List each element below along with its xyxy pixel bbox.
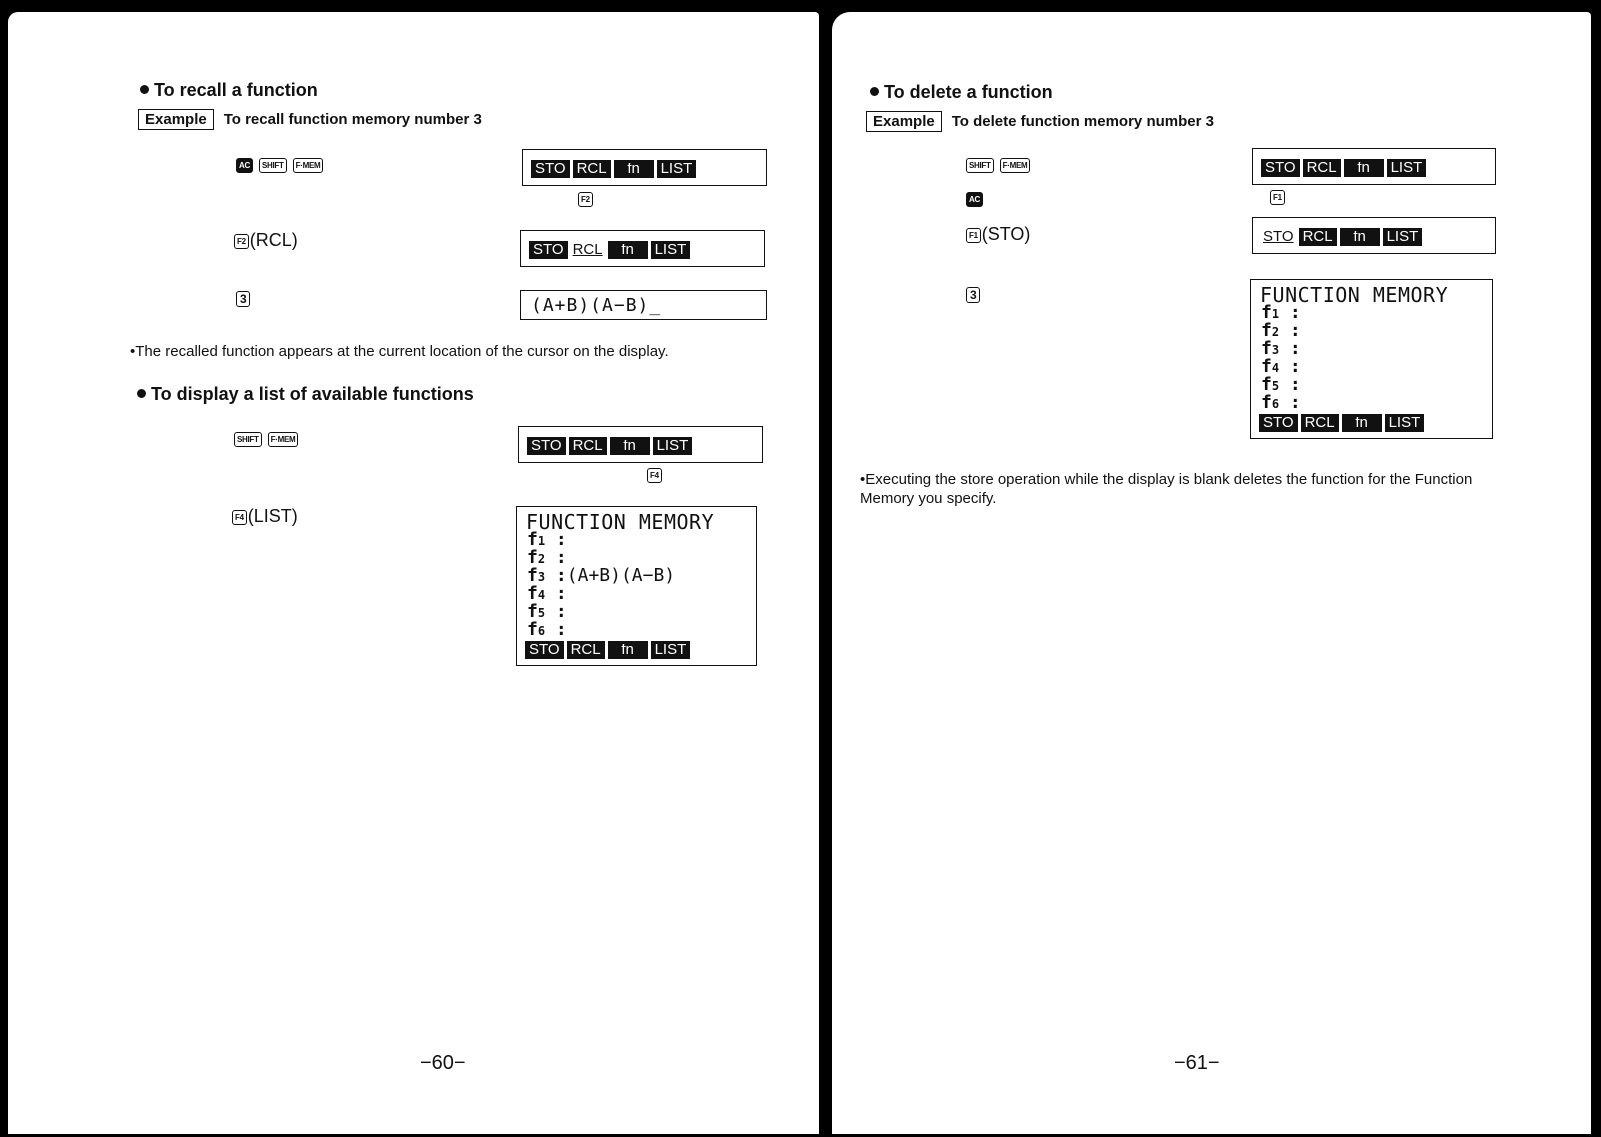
softkey-fn: fn: [1342, 414, 1382, 432]
lcd-display: [522, 149, 767, 186]
fmem-key-icon: F·MEM: [1000, 158, 1031, 173]
function-memory-title: FUNCTION MEMORY: [1260, 283, 1449, 307]
recall-step-1: [236, 154, 324, 175]
softkey-bar: [527, 437, 692, 455]
softkey-rcl: RCL: [567, 641, 605, 659]
lcd-display: [1252, 148, 1496, 185]
softkey-sto: STO: [1261, 159, 1300, 177]
softkey-list: LIST: [653, 437, 693, 455]
softkey-fn: fn: [614, 160, 654, 178]
example-label: Example: [138, 109, 214, 130]
softkey-bar: [529, 241, 690, 259]
delete-step-3: [966, 224, 1030, 245]
lcd-display: [520, 290, 767, 320]
softkey-list: LIST: [1385, 414, 1425, 432]
delete-step-2: [966, 188, 984, 209]
step-label: (STO): [981, 224, 1031, 244]
softkey-list: LIST: [1383, 228, 1423, 246]
f1-key-icon: F1: [1270, 190, 1285, 205]
page-number: −60−: [420, 1052, 466, 1074]
softkey-sto: STO: [525, 641, 564, 659]
ac-key-icon: AC: [236, 158, 253, 173]
softkey-sto: STO: [527, 437, 566, 455]
softkey-rcl: RCL: [1301, 414, 1339, 432]
softkey-list: LIST: [1387, 159, 1427, 177]
fm-row-f5: f5 :: [527, 601, 567, 622]
display-expression: (A+B)(A−B)_: [531, 295, 662, 316]
key-3-icon: 3: [236, 291, 250, 307]
list-heading: To display a list of available functions: [137, 384, 474, 405]
recall-step-2: [234, 230, 298, 251]
softkey-rcl: RCL: [569, 437, 607, 455]
lcd-display: [1252, 217, 1496, 254]
recall-note: •The recalled function appears at the current location of the cursor on the display.: [130, 343, 669, 360]
softkey-rcl: RCL: [1303, 159, 1341, 177]
key-3-icon: 3: [966, 287, 980, 303]
fm-row-f1: f1 :: [527, 529, 567, 550]
fm-row-f6: f6 :: [527, 619, 567, 640]
list-step-1: [234, 428, 299, 449]
ac-key-icon: AC: [966, 192, 983, 207]
f4-key-icon: F4: [647, 468, 662, 483]
bullet-icon: [140, 85, 149, 94]
recall-heading: To recall a function: [140, 80, 318, 101]
function-memory-display: [516, 506, 757, 666]
f4-key-icon: F4: [232, 510, 247, 525]
softkey-sto-selected: STO: [1263, 228, 1294, 245]
f1-hint: [1270, 189, 1287, 207]
step-label: (RCL): [249, 230, 298, 250]
softkey-rcl: RCL: [573, 160, 611, 178]
delete-step-4: [966, 284, 981, 305]
list-step-2: [232, 506, 298, 527]
softkey-bar: [1261, 159, 1426, 177]
softkey-rcl: RCL: [1299, 228, 1337, 246]
function-memory-title: FUNCTION MEMORY: [526, 510, 715, 534]
example-text: To recall function memory number 3: [223, 111, 482, 128]
softkey-rcl-selected: RCL: [572, 241, 603, 258]
delete-note: •Executing the store operation while the display is blank deletes the function for the Function Memory you specify.: [860, 471, 1473, 507]
left-page: [8, 12, 819, 1134]
softkey-fn: fn: [1340, 228, 1380, 246]
softkey-list: LIST: [657, 160, 697, 178]
example-text: To delete function memory number 3: [951, 113, 1214, 130]
softkey-sto: STO: [531, 160, 570, 178]
fm-row-f5: f5 :: [1261, 374, 1301, 395]
fmem-key-icon: F·MEM: [293, 158, 324, 173]
function-memory-display: [1250, 279, 1493, 439]
softkey-bar: [1259, 414, 1424, 432]
f2-key-icon: F2: [578, 192, 593, 207]
softkey-list: LIST: [651, 241, 691, 259]
fm-row-f2: f2 :: [527, 547, 567, 568]
softkey-bar: [525, 641, 690, 659]
shift-key-icon: SHIFT: [966, 158, 994, 173]
f2-hint: [578, 191, 595, 209]
delete-heading: To delete a function: [870, 82, 1053, 103]
delete-step-1: [966, 154, 1031, 175]
fm-row-f4: f4 :: [527, 583, 567, 604]
f2-key-icon: F2: [234, 234, 249, 249]
softkey-fn: fn: [610, 437, 650, 455]
right-page: [832, 12, 1591, 1134]
delete-example-line: [866, 111, 1214, 132]
f1-key-icon: F1: [966, 228, 981, 243]
shift-key-icon: SHIFT: [259, 158, 287, 173]
softkey-bar: [531, 160, 696, 178]
fm-row-f1: f1 :: [1261, 302, 1301, 323]
lcd-display: [520, 230, 765, 267]
lcd-display: [518, 426, 763, 463]
softkey-fn: fn: [608, 241, 648, 259]
fm-row-f3: f3 :: [1261, 338, 1301, 359]
bullet-icon: [137, 389, 146, 398]
fm-row-f6: f6 :: [1261, 392, 1301, 413]
page-number: −61−: [1174, 1052, 1220, 1074]
shift-key-icon: SHIFT: [234, 432, 262, 447]
fm-row-f3: f3 :(A+B)(A−B): [527, 565, 676, 586]
softkey-list: LIST: [651, 641, 691, 659]
fm-row-f2: f2 :: [1261, 320, 1301, 341]
example-label: Example: [866, 111, 942, 132]
softkey-bar: [1261, 228, 1422, 246]
step-label: (LIST): [247, 506, 298, 526]
softkey-fn: fn: [1344, 159, 1384, 177]
recall-example-line: [138, 109, 482, 130]
fmem-key-icon: F·MEM: [268, 432, 299, 447]
bullet-icon: [870, 87, 879, 96]
softkey-sto: STO: [529, 241, 568, 259]
softkey-fn: fn: [608, 641, 648, 659]
fm-row-f4: f4 :: [1261, 356, 1301, 377]
recall-step-3: [236, 288, 251, 309]
softkey-sto: STO: [1259, 414, 1298, 432]
f4-hint: [647, 467, 664, 485]
